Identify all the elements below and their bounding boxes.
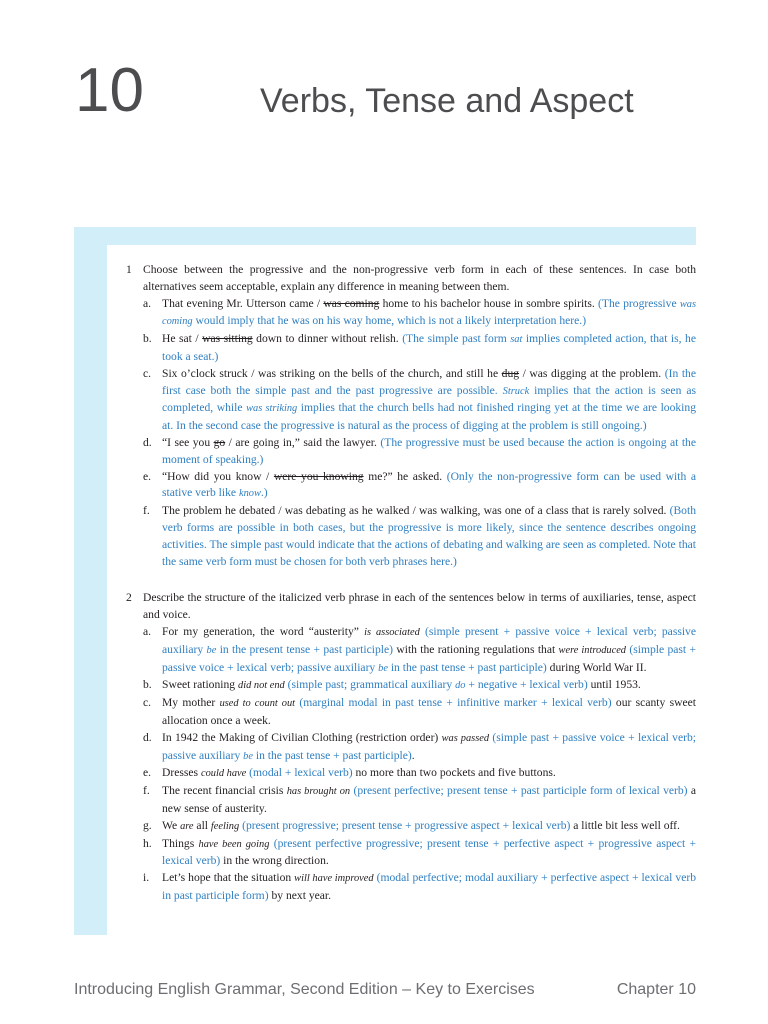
item-letter: f. [143, 504, 150, 518]
item-letter: e. [143, 469, 152, 483]
text-segment: That evening Mr. Utterson came / [162, 296, 324, 310]
struck-option: dug [501, 366, 520, 380]
text-segment: no more than two pockets and five buttons. [352, 766, 556, 780]
item-letter: h. [143, 836, 152, 850]
text-segment: down to dinner without relish. [252, 332, 403, 346]
italic-verb-phrase: has brought on [286, 786, 351, 798]
text-segment: We [162, 818, 181, 832]
text-segment: The problem he debated / was debating as he walked / was walking, was one of a class that is rarely solved. [162, 504, 670, 518]
exercise-item [143, 818, 696, 836]
answer-text: in the past tense + past participle) [252, 748, 412, 762]
answer-text: implies completed action, that is, he took a seat.) [162, 332, 696, 363]
text-segment: Six o’clock struck / was striking on the bells of the church, and still he [162, 366, 502, 380]
exercise-item [143, 503, 696, 570]
answer-italic: be [206, 644, 217, 656]
answer-text: (simple past + passive voice + lexical verb; passive auxiliary [162, 642, 697, 674]
answer-text: + negative + lexical verb) [465, 678, 588, 692]
italic-verb-phrase: used to count out [219, 698, 296, 710]
answer-text: (present progressive; present tense + progressive aspect + lexical verb) [242, 818, 571, 832]
answer-text: (simple past; grammatical auxiliary [287, 678, 456, 692]
exercise-item [143, 677, 696, 695]
text-segment: until 1953. [587, 678, 641, 692]
exercise-item [143, 366, 696, 435]
panel-left-band [74, 227, 107, 935]
italic-verb-phrase: are [180, 820, 194, 832]
exercise-item [143, 695, 696, 730]
answer-text: .) [260, 486, 268, 500]
exercise-item [143, 730, 696, 766]
exercise-items [143, 624, 696, 905]
text-segment: a little bit less well off. [570, 818, 680, 832]
chapter-title: Verbs, Tense and Aspect [260, 82, 634, 120]
text-segment: Dresses [162, 766, 201, 780]
exercise-number: 1 [126, 263, 132, 276]
item-letter: b. [143, 678, 152, 692]
text-segment: in the wrong direction. [220, 854, 329, 868]
italic-verb-phrase: did not end [238, 680, 285, 692]
text-segment: home to his bachelor house in sombre spirits. [379, 296, 599, 310]
text-segment: me?” he asked. [363, 469, 447, 483]
answer-text: implies that the church bells had not finished ringing yet at the time we are looking at. In the second case the progressive is natural as the process of digging at the problem is still ongoing.) [162, 401, 696, 433]
text-segment: “I see you [162, 435, 214, 449]
text-segment: He sat / [162, 332, 203, 346]
answer-text: in the present tense + past participle) [216, 642, 394, 656]
exercise-items [143, 296, 696, 571]
footer-chapter: Chapter 10 [616, 981, 696, 998]
answer-italic: was striking [246, 403, 298, 415]
answer-italic: Struck [502, 385, 530, 397]
item-letter: b. [143, 332, 152, 346]
italic-verb-phrase: is associated [364, 626, 420, 638]
answer-text: (present perfective; present tense + past participle form of lexical verb) [353, 784, 688, 798]
text-segment: My mother [162, 696, 220, 710]
answer-text: (Both verb forms are possible in both cases, but the progressive is more likely, since the sentence describes ongoing activities. The simple past would indicate that the actions of debating and walking are seen as completed. Note that the same verb form must be chosen for both verb phrases here.) [162, 504, 696, 568]
text-segment: For my generation, the word “austerity” [162, 624, 365, 638]
item-letter: f. [143, 784, 150, 798]
answer-text: (modal + lexical verb) [249, 766, 353, 780]
item-letter: a. [143, 624, 152, 638]
answer-text: in the past tense + past participle) [387, 660, 547, 674]
answer-text: (marginal modal in past tense + infinitive marker + lexical verb) [299, 696, 612, 710]
exercise-item [143, 624, 696, 677]
answer-italic: sat [510, 334, 523, 346]
text-segment: / are going in,” said the lawyer. [225, 435, 381, 449]
struck-option: go [213, 435, 226, 449]
text-segment: with the rationing regulations that [393, 642, 559, 656]
exercise-content [126, 262, 696, 905]
answer-italic: know [238, 488, 261, 500]
exercise-item [143, 836, 696, 871]
exercise-2 [126, 590, 696, 904]
text-segment: our scanty sweet allocation once a week. [162, 696, 696, 727]
exercise-item [143, 783, 696, 818]
answer-text: (The simple past form [402, 332, 511, 346]
answer-text: (Only the non-progressive form can be used with a stative verb like [162, 469, 696, 500]
item-letter: c. [143, 366, 152, 380]
exercise-item [143, 765, 696, 783]
exercise-item [143, 469, 696, 504]
text-segment: Things [162, 836, 199, 850]
answer-text: (The progressive [598, 296, 680, 310]
answer-italic: was coming [162, 298, 696, 328]
struck-option: were you knowing [273, 469, 364, 483]
answer-text: (The progressive must be used because the action is ongoing at the moment of speaking.) [162, 435, 696, 466]
italic-verb-phrase: feeling [210, 820, 240, 832]
answer-text: (modal perfective; modal auxiliary + perfective aspect + lexical verb in past participle form) [162, 871, 696, 902]
text-segment: . [411, 748, 415, 762]
text-segment: during World War II. [546, 660, 647, 674]
text-segment: / was digging at the problem. [519, 366, 665, 380]
answer-text: implies that the action is seen as completed, while [162, 383, 696, 415]
text-segment: Sweet rationing [162, 678, 238, 692]
text-segment: “How did you know / [162, 469, 274, 483]
item-letter: c. [143, 696, 152, 710]
answer-text: (In the first case both the simple past and the past progressive are possible. [162, 366, 696, 397]
exercise-item [143, 296, 696, 332]
answer-text: (present perfective progressive; present tense + perfective aspect + progressive aspect + lexical verb) [162, 836, 697, 868]
italic-verb-phrase: have been going [198, 838, 270, 850]
answer-italic: be [243, 750, 253, 762]
chapter-number: 10 [75, 56, 144, 125]
answer-italic: do [455, 680, 466, 692]
exercise-instruction: Describe the structure of the italicized verb phrase in each of the sentences below in terms of auxiliaries, tense, aspect and voice. [143, 591, 696, 622]
item-letter: e. [143, 766, 152, 780]
exercise-1 [126, 262, 696, 570]
struck-option: was sitting [202, 332, 253, 346]
text-segment: by next year. [268, 888, 332, 902]
italic-verb-phrase: was passed [441, 732, 490, 744]
italic-verb-phrase: were introduced [558, 644, 627, 656]
panel-top-band [74, 227, 696, 245]
text-segment: all [193, 818, 211, 832]
text-segment: Let’s hope that the situation [162, 871, 295, 885]
exercise-item [143, 331, 696, 366]
struck-option: was coming [323, 296, 380, 310]
exercise-item [143, 435, 696, 469]
item-letter: a. [143, 296, 152, 310]
text-segment: The recent financial crisis [162, 784, 287, 798]
item-letter: d. [143, 435, 152, 449]
italic-verb-phrase: could have [200, 768, 247, 780]
item-letter: d. [143, 730, 152, 744]
item-letter: i. [143, 871, 150, 885]
exercise-item [143, 870, 696, 905]
answer-text: (simple present + passive voice + lexical verb; passive auxiliary [162, 624, 697, 656]
italic-verb-phrase: will have improved [294, 873, 374, 885]
text-segment: a new sense of austerity. [162, 784, 697, 815]
item-letter: g. [143, 818, 152, 832]
answer-text: would imply that he was on his way home, which is not a likely interpretation here.) [192, 314, 587, 328]
exercise-number: 2 [126, 591, 132, 605]
footer-book-title: Introducing English Grammar, Second Edition – Key to Exercises [74, 981, 535, 998]
exercise-instruction: Choose between the progressive and the non-progressive verb form in each of these sentences. In case both alternatives seem acceptable, explain any difference in meaning between them. [143, 263, 696, 293]
text-segment: In 1942 the Making of Civilian Clothing (restriction order) [162, 730, 442, 744]
answer-italic: be [378, 662, 388, 674]
answer-text: (simple past + passive voice + lexical verb; passive auxiliary [162, 730, 697, 762]
